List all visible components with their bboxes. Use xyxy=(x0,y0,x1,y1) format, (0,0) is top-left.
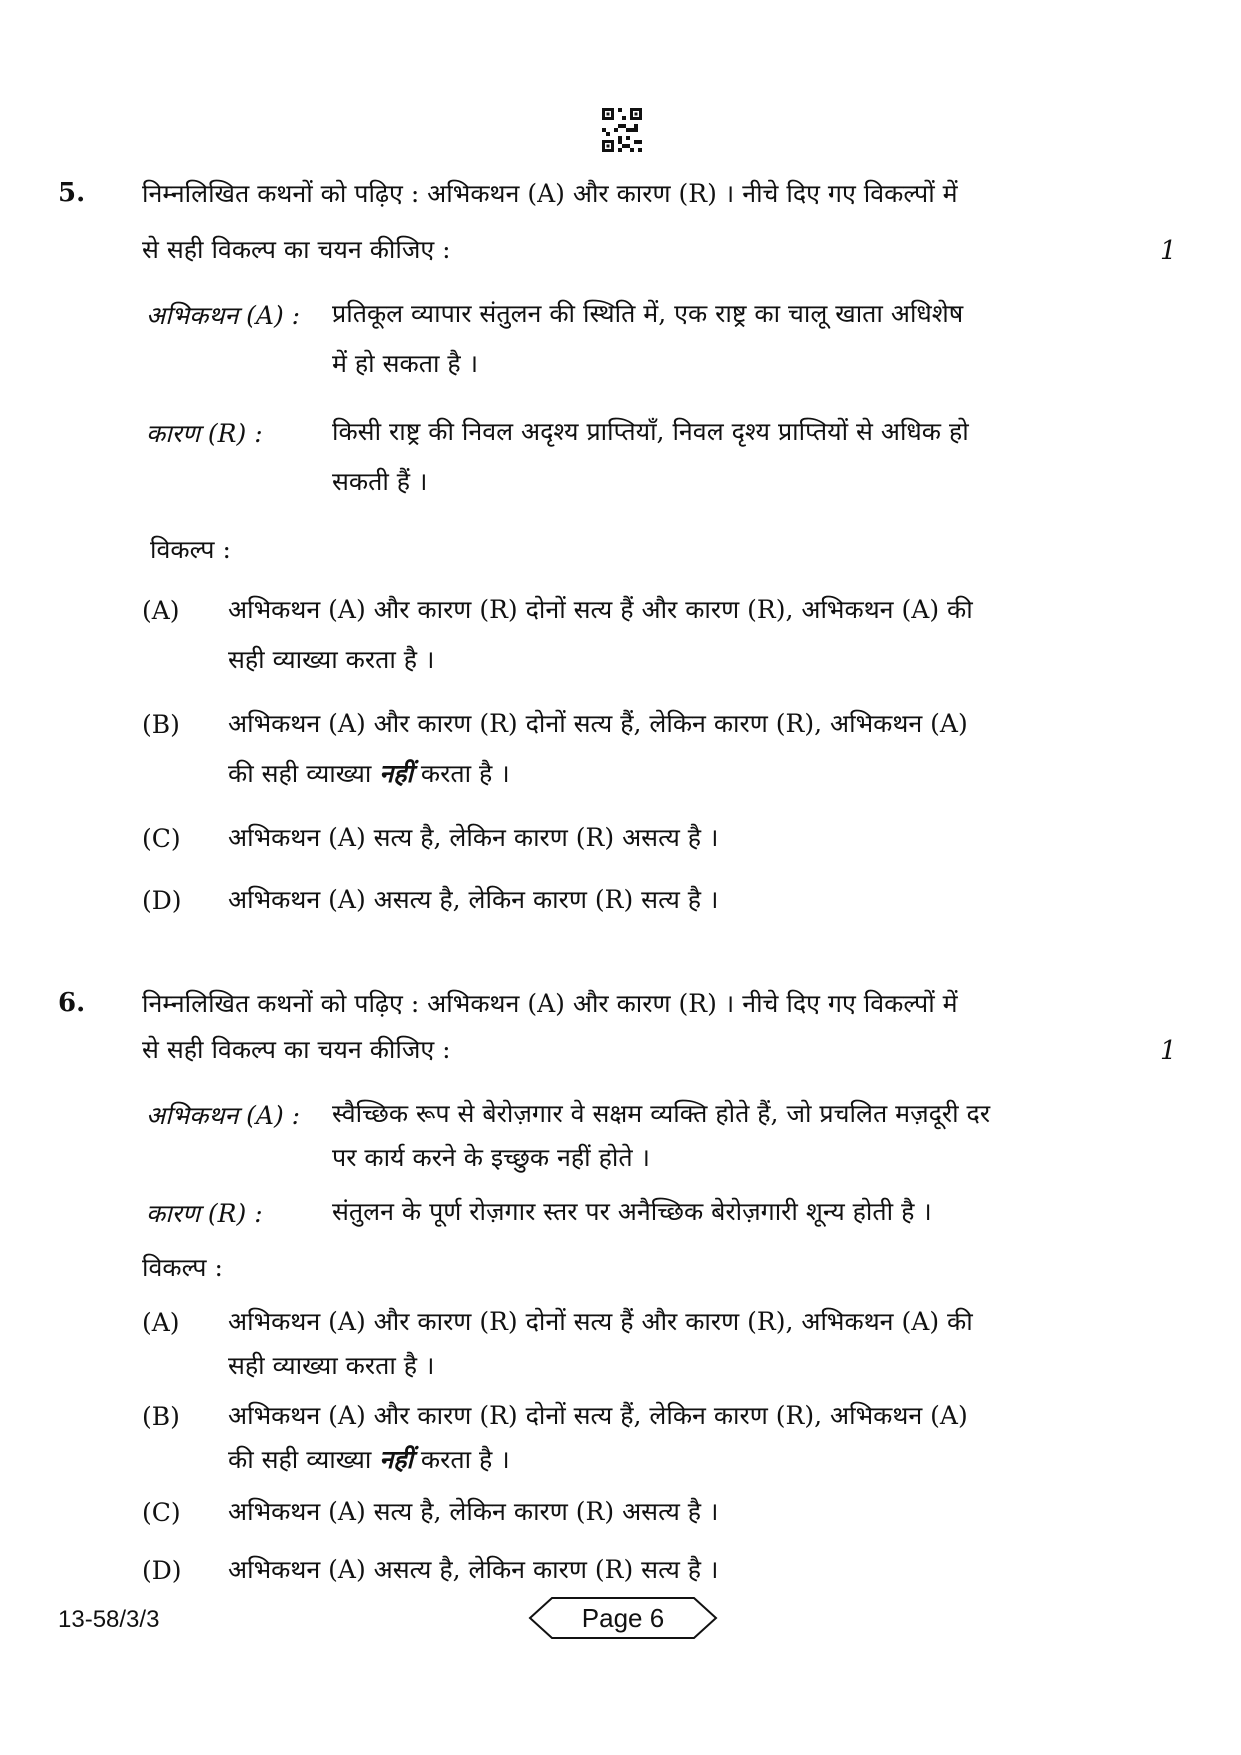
option-d-line1: अभिकथन (A) असत्य है, लेकिन कारण (R) सत्य है । xyxy=(228,1555,719,1584)
page-number-badge xyxy=(528,1596,718,1640)
question-marks: 1 xyxy=(1160,236,1177,266)
question-stem-line2: से सही विकल्प का चयन कीजिए : xyxy=(142,235,451,264)
option-b-line2-post: करता है । xyxy=(420,759,510,788)
option-b-line2-pre: की सही व्याख्या xyxy=(228,1445,372,1474)
option-a-line2: सही व्याख्या करता है । xyxy=(228,645,435,674)
option-a-line1: अभिकथन (A) और कारण (R) दोनों सत्य हैं और कारण (R), अभिकथन (A) की xyxy=(228,595,973,624)
question-marks: 1 xyxy=(1160,1036,1177,1066)
question-number: 5. xyxy=(58,178,86,208)
option-b-line2-post: करता है । xyxy=(420,1445,510,1474)
option-a-line2: सही व्याख्या करता है । xyxy=(228,1351,435,1380)
question-stem-line1: निम्नलिखित कथनों को पढ़िए : अभिकथन (A) और कारण (R) । नीचे दिए गए विकल्पों में xyxy=(142,179,958,208)
reason-label: कारण (R) : xyxy=(146,1199,263,1228)
option-letter: (C) xyxy=(142,1498,181,1527)
assertion-line1: प्रतिकूल व्यापार संतुलन की स्थिति में, एक राष्ट्र का चालू खाता अधिशेष xyxy=(332,299,964,328)
option-b-line2 xyxy=(228,1438,510,1482)
assertion-line1: स्वैच्छिक रूप से बेरोज़गार वे सक्षम व्यक्ति होते हैं, जो प्रचलित मज़दूरी दर xyxy=(332,1099,991,1128)
option-b-line1: अभिकथन (A) और कारण (R) दोनों सत्य हैं, लेकिन कारण (R), अभिकथन (A) xyxy=(228,709,968,738)
options-heading: विकल्प : xyxy=(142,1253,223,1282)
reason-line1: किसी राष्ट्र की निवल अदृश्य प्राप्तियाँ, निवल दृश्य प्राप्तियों से अधिक हो xyxy=(332,417,969,446)
option-letter: (A) xyxy=(142,596,180,625)
assertion-line2: पर कार्य करने के इच्छुक नहीं होते । xyxy=(332,1143,651,1172)
option-c-line1: अभिकथन (A) सत्य है, लेकिन कारण (R) असत्य है । xyxy=(228,823,719,852)
reason-line2: सकती हैं । xyxy=(332,467,428,496)
option-letter: (D) xyxy=(142,1556,182,1585)
question-number: 6. xyxy=(58,988,86,1018)
option-d-line1: अभिकथन (A) असत्य है, लेकिन कारण (R) सत्य है । xyxy=(228,885,719,914)
reason-label: कारण (R) : xyxy=(146,419,263,448)
reason-line1: संतुलन के पूर्ण रोज़गार स्तर पर अनैच्छिक बेरोज़गारी शून्य होती है । xyxy=(332,1197,932,1226)
option-letter: (C) xyxy=(142,824,181,853)
option-b-line2 xyxy=(228,752,510,796)
assertion-line2: में हो सकता है । xyxy=(332,349,479,378)
assertion-label: अभिकथन (A) : xyxy=(146,1101,301,1130)
assertion-label: अभिकथन (A) : xyxy=(146,301,301,330)
paper-code: 13-58/3/3 xyxy=(58,1606,160,1633)
page-number: Page 6 xyxy=(581,1603,665,1633)
option-letter: (B) xyxy=(142,1402,180,1431)
option-letter: (B) xyxy=(142,710,180,739)
qr-code-icon xyxy=(602,108,642,152)
question-stem-line2: से सही विकल्प का चयन कीजिए : xyxy=(142,1035,451,1064)
question-stem-line1: निम्नलिखित कथनों को पढ़िए : अभिकथन (A) और कारण (R) । नीचे दिए गए विकल्पों में xyxy=(142,989,958,1018)
option-letter: (A) xyxy=(142,1308,180,1337)
option-b-line2-pre: की सही व्याख्या xyxy=(228,759,372,788)
option-a-line1: अभिकथन (A) और कारण (R) दोनों सत्य हैं और कारण (R), अभिकथन (A) की xyxy=(228,1307,973,1336)
option-b-emphasis: नहीं xyxy=(379,759,413,788)
option-b-line1: अभिकथन (A) और कारण (R) दोनों सत्य हैं, लेकिन कारण (R), अभिकथन (A) xyxy=(228,1401,968,1430)
option-c-line1: अभिकथन (A) सत्य है, लेकिन कारण (R) असत्य है । xyxy=(228,1497,719,1526)
options-heading: विकल्प : xyxy=(150,535,231,564)
option-b-emphasis: नहीं xyxy=(379,1445,413,1474)
option-letter: (D) xyxy=(142,886,182,915)
